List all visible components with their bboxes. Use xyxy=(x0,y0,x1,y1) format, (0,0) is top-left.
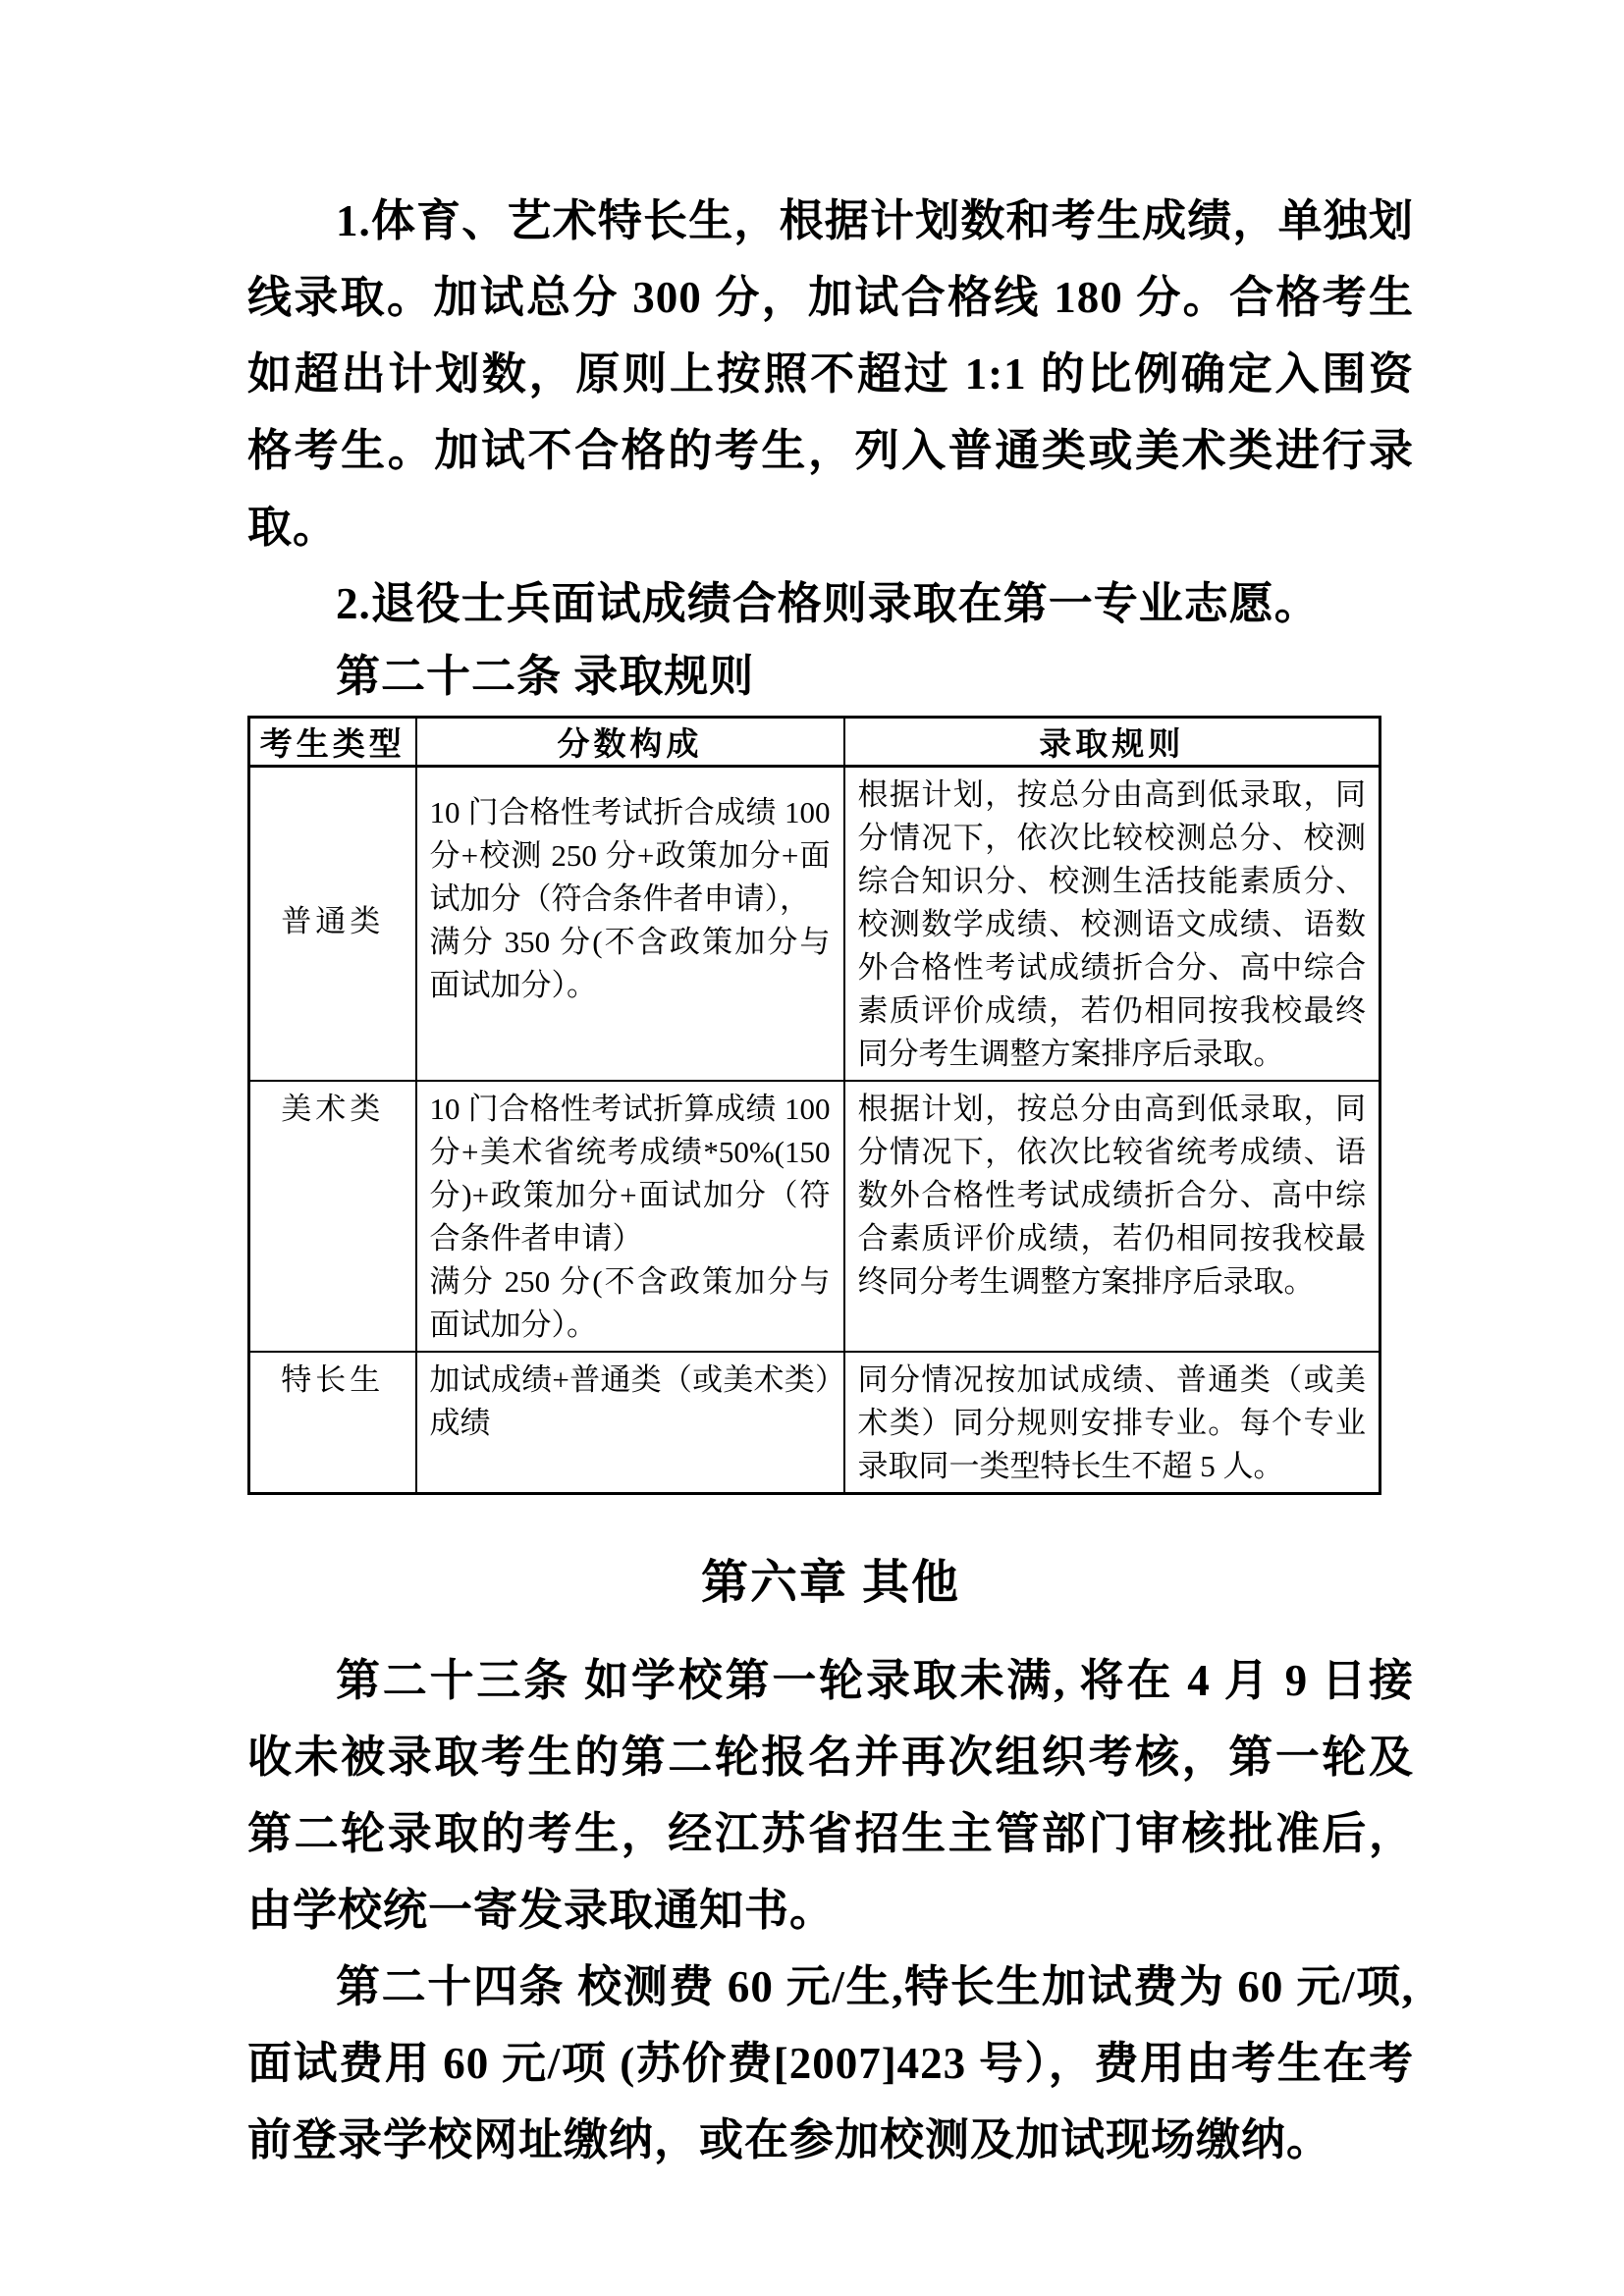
admission-rules-table xyxy=(247,716,1381,1495)
score-line: 满分 250 分(不含政策加分与面试加分）。 xyxy=(429,1264,831,1342)
column-header-admission-rule: 录取规则 xyxy=(844,718,1380,767)
article-22-heading: 第二十二条 录取规则 xyxy=(336,652,755,701)
table-header-row xyxy=(249,718,1380,767)
paragraph-sports-art-students: 1.体育、艺术特长生，根据计划数和考生成绩，单独划线录取。加试总分 300 分，加试合格线 180 分。合格考生如超出计划数，原则上按照不超过 1:1 的比例确定入围资格考生。加试不合格的考生，列入普通类或美术类进行录取。 xyxy=(247,196,1414,552)
table-row-fine-arts-category xyxy=(249,1081,1380,1352)
cell-type-special-talent: 特长生 xyxy=(249,1352,416,1494)
paragraph-article-24: 第二十四条 校测费 60 元/生,特长生加试费为 60 元/项,面试费用 60 元/项 (苏价费[2007]423 号），费用由考生在考前登录学校网址缴纳，或在参加校测及加试现场缴纳。 xyxy=(247,1962,1414,2164)
paragraph-article-23: 第二十三条 如学校第一轮录取未满, 将在 4 月 9 日接收未被录取考生的第二轮报名并再次组织考核，第一轮及第二轮录取的考生，经江苏省招生主管部门审核批准后，由学校统一寄发录取通知书。 xyxy=(247,1656,1414,1935)
column-header-score-composition: 分数构成 xyxy=(416,718,844,767)
score-line: 满分 350 分(不含政策加分与面试加分）。 xyxy=(429,925,831,1002)
cell-rule-general: 根据计划，按总分由高到低录取，同分情况下，依次比较校测总分、校测综合知识分、校测生活技能素质分、校测数学成绩、校测语文成绩、语数外合格性考试成绩折合分、高中综合素质评价成绩，若仍相同按我校最终同分考生调整方案排序后录取。 xyxy=(844,767,1380,1082)
cell-rule-fine-arts: 根据计划，按总分由高到低录取，同分情况下，依次比较省统考成绩、语数外合格性考试成绩折合分、高中综合素质评价成绩，若仍相同按我校最终同分考生调整方案排序后录取。 xyxy=(844,1081,1380,1352)
chapter-6-heading: 第六章 其他 xyxy=(700,1557,960,1609)
cell-type-fine-arts: 美术类 xyxy=(249,1081,416,1352)
document-content xyxy=(247,183,1414,2178)
table-row-general-category xyxy=(249,767,1380,1082)
score-line: 10 门合格性考试折算成绩 100 分+美术省统考成绩*50%(150 分)+政策加分+面试加分（符合条件者申请） xyxy=(429,1092,831,1255)
paragraph-veteran-soldiers: 2.退役士兵面试成绩合格则录取在第一专业志愿。 xyxy=(336,579,1320,628)
cell-rule-special-talent: 同分情况按加试成绩、普通类（或美术类）同分规则安排专业。每个专业录取同一类型特长生不超 5 人。 xyxy=(844,1352,1380,1494)
cell-score-special-talent xyxy=(416,1352,844,1494)
cell-type-general: 普通类 xyxy=(249,767,416,1082)
score-line: 10 门合格性考试折合成绩 100 分+校测 250 分+政策加分+面试加分（符合条件者申请）， xyxy=(429,795,831,916)
cell-score-fine-arts xyxy=(416,1081,844,1352)
column-header-candidate-type: 考生类型 xyxy=(249,718,416,767)
cell-score-general xyxy=(416,767,844,1082)
score-line: 加试成绩+普通类（或美术类）成绩 xyxy=(429,1362,831,1440)
table-row-special-talent-category xyxy=(249,1352,1380,1494)
